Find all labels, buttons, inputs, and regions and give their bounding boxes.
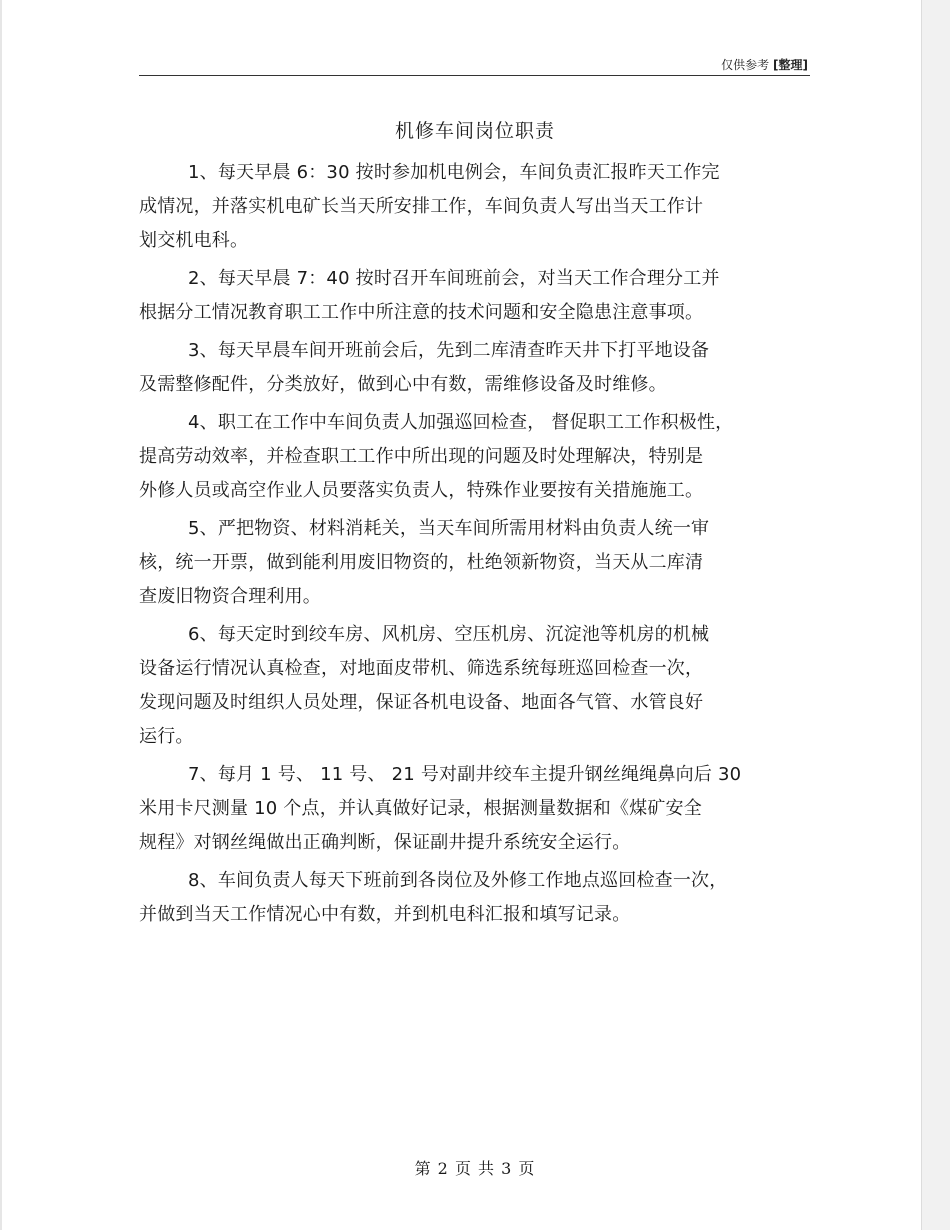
paragraph-4 — [139, 406, 804, 508]
paragraph-line: 及需整修配件，分类放好，做到心中有数，需维修设备及时维修。 — [139, 374, 667, 395]
paragraph-1 — [139, 156, 804, 258]
paragraph-line: 8、车间负责人每天下班前到各岗位及外修工作地点巡回检查一次， — [188, 870, 728, 891]
paragraph-line: 米用卡尺测量 10 个点，并认真做好记录，根据测量数据和《煤矿安全 — [139, 798, 702, 819]
header-note — [721, 56, 808, 73]
paragraph-line: 运行。 — [139, 726, 194, 747]
header-rule — [139, 75, 810, 76]
page-number-footer: 第 2 页 共 3 页 — [414, 1159, 536, 1178]
page-right-edge — [921, 0, 950, 1230]
paragraph-line: 根据分工情况教育职工工作中所注意的技术问题和安全隐患注意事项。 — [139, 302, 704, 323]
document-body — [139, 156, 804, 936]
paragraph-line: 设备运行情况认真检查，对地面皮带机、筛选系统每班巡回检查一次， — [139, 658, 704, 679]
paragraph-line: 并做到当天工作情况心中有数，并到机电科汇报和填写记录。 — [139, 904, 631, 925]
paragraph-6 — [139, 618, 804, 754]
paragraph-line: 核，统一开票，做到能利用废旧物资的，杜绝领新物资，当天从二库清 — [139, 552, 704, 573]
header-bracket-text: [整理] — [773, 58, 808, 72]
paragraph-line: 1、每天早晨 6：30 按时参加机电例会，车间负责汇报昨天工作完 — [188, 162, 720, 183]
document-title: 机修车间岗位职责 — [394, 120, 555, 142]
paragraph-line: 查废旧物资合理利用。 — [139, 586, 321, 607]
paragraph-3 — [139, 334, 804, 402]
paragraph-line: 2、每天早晨 7：40 按时召开车间班前会，对当天工作合理分工并 — [188, 268, 720, 289]
paragraph-line: 划交机电科。 — [139, 230, 249, 251]
paragraph-2 — [139, 262, 804, 330]
page-left-edge — [0, 0, 2, 1230]
paragraph-line: 6、每天定时到绞车房、风机房、空压机房、沉淀池等机房的机械 — [188, 624, 710, 645]
paragraph-line: 提高劳动效率，并检查职工工作中所出现的问题及时处理解决，特别是 — [139, 446, 704, 467]
paragraph-line: 发现问题及时组织人员处理，保证各机电设备、地面各气管、水管良好 — [139, 692, 704, 713]
paragraph-7 — [139, 758, 804, 860]
paragraph-line: 规程》对钢丝绳做出正确判断，保证副井提升系统安全运行。 — [139, 832, 631, 853]
paragraph-5 — [139, 512, 804, 614]
paragraph-line: 成情况，并落实机电矿长当天所安排工作，车间负责人写出当天工作计 — [139, 196, 704, 217]
paragraph-line: 3、每天早晨车间开班前会后，先到二库清查昨天井下打平地设备 — [188, 340, 710, 361]
paragraph-line: 7、每月 1 号、 11 号、 21 号对副井绞车主提升钢丝绳绳鼻向后 30 — [188, 764, 742, 785]
paragraph-line: 4、职工在工作中车间负责人加强巡回检查， 督促职工工作积极性， — [188, 412, 734, 433]
paragraph-line: 5、严把物资、材料消耗关，当天车间所需用材料由负责人统一审 — [188, 518, 710, 539]
paragraph-line: 外修人员或高空作业人员要落实负责人，特殊作业要按有关措施施工。 — [139, 480, 704, 501]
paragraph-8 — [139, 864, 804, 932]
header-note-text: 仅供参考 — [721, 58, 770, 72]
